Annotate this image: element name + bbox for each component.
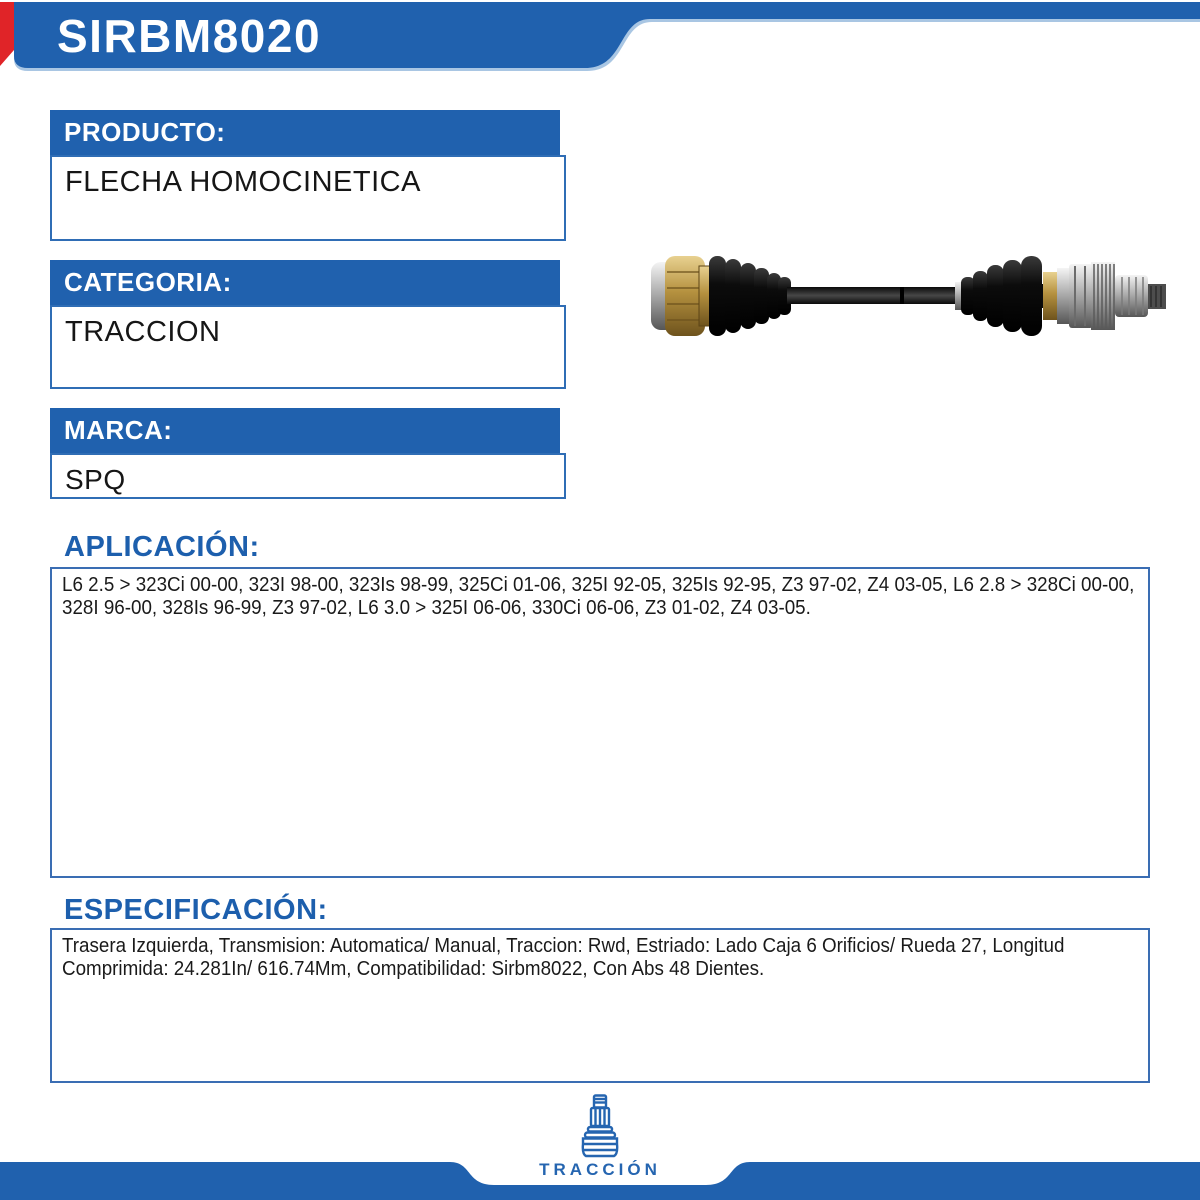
cv-axle-photo	[645, 246, 1170, 346]
footer-band	[0, 1162, 1200, 1200]
cv-joint-icon	[578, 1094, 622, 1158]
red-ribbon-accent	[0, 2, 14, 66]
page-title: SIRBM8020	[57, 10, 322, 62]
especificacion-heading: ESPECIFICACIÓN:	[64, 894, 328, 926]
marca-value: SPQ	[50, 453, 566, 499]
especificacion-text: Trasera Izquierda, Transmision: Automatica/ Manual, Traccion: Rwd, Estriado: Lado Caja 6 Orificios/ Rueda 27, Longitud Comprimida: 24.281In/ 616.74Mm, Compatibilidad: Sirbm8022, Con Abs 48 Dientes.	[62, 935, 1065, 980]
aplicacion-box	[50, 567, 1150, 878]
aplicacion-text: L6 2.5 > 323Ci 00-00, 323I 98-00, 323Is 98-99, 325Ci 01-06, 325I 92-05, 325Is 92-95, Z3 97-02, Z4 03-05, L6 2.8 > 328Ci 00-00, 328I 96-00, 328Is 96-99, Z3 97-02, L6 3.0 > 325I 06-06, 330Ci 06-06, Z3 01-02, Z4 03-05.	[62, 574, 1135, 619]
categoria-value: TRACCION	[50, 305, 566, 389]
categoria-label: CATEGORIA:	[50, 260, 560, 305]
aplicacion-heading: APLICACIÓN:	[64, 531, 260, 563]
marca-label: MARCA:	[50, 408, 560, 453]
producto-value: FLECHA HOMOCINETICA	[50, 155, 566, 241]
footer-category-label: TRACCIÓN	[539, 1160, 661, 1179]
producto-label: PRODUCTO:	[50, 110, 560, 155]
especificacion-box	[50, 928, 1150, 1083]
